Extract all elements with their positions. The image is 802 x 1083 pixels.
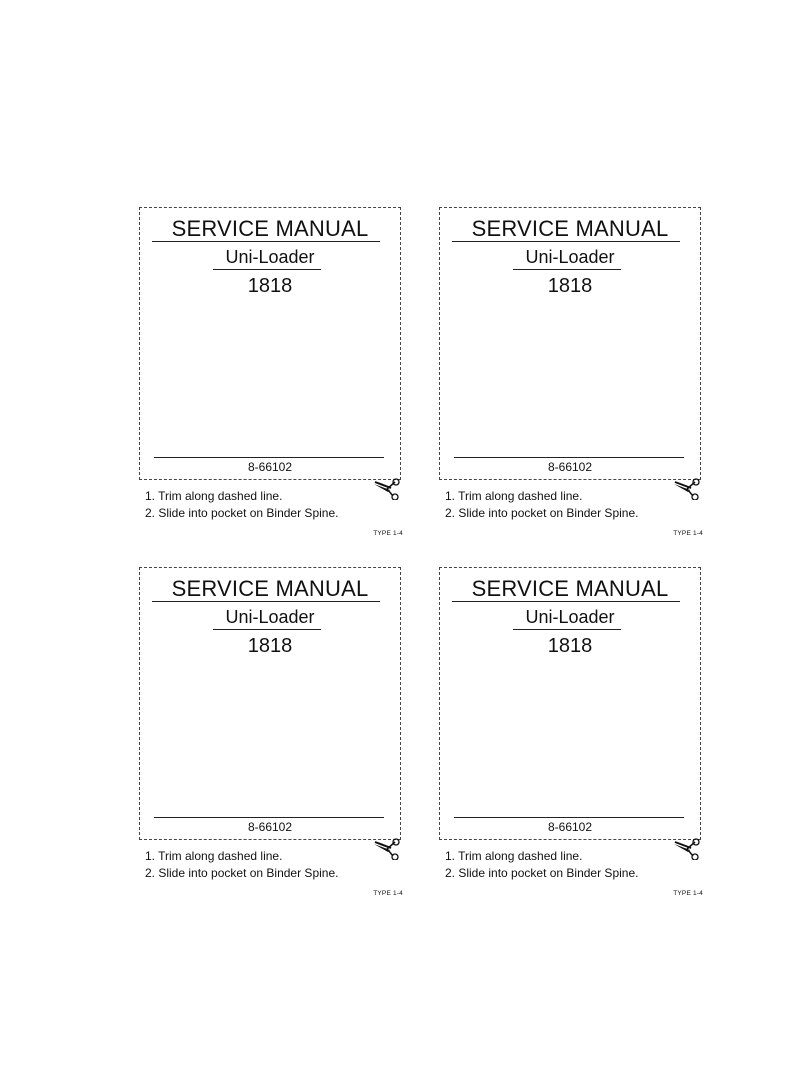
scissors-icon: [673, 838, 701, 860]
instruction-step-1: 1. Trim along dashed line.: [145, 849, 283, 863]
model-number: 1818: [547, 635, 593, 657]
subtitle-rule: [213, 269, 321, 270]
part-number: 8-66102: [547, 460, 593, 474]
type-tag: TYPE 1-4: [373, 530, 403, 537]
scissors-icon: [673, 478, 701, 500]
spine-label-card-3: [139, 567, 403, 907]
scissors-icon: [373, 838, 401, 860]
model-number: 1818: [247, 635, 293, 657]
label-subtitle: Uni-Loader: [525, 607, 615, 627]
label-title: SERVICE MANUAL: [171, 576, 369, 601]
type-tag: TYPE 1-4: [373, 890, 403, 897]
part-number-rule: [154, 817, 384, 818]
label-subtitle: Uni-Loader: [225, 247, 315, 267]
label-subtitle: Uni-Loader: [525, 247, 615, 267]
part-number-rule: [454, 817, 684, 818]
title-rule: [152, 241, 380, 242]
instruction-step-2: 2. Slide into pocket on Binder Spine.: [445, 866, 639, 880]
dashed-trim-box: [439, 567, 701, 840]
dashed-trim-box: [439, 207, 701, 480]
trim-instructions: [145, 848, 338, 882]
part-number-rule: [154, 457, 384, 458]
part-number: 8-66102: [247, 460, 293, 474]
label-title: SERVICE MANUAL: [171, 216, 369, 241]
instruction-step-2: 2. Slide into pocket on Binder Spine.: [145, 506, 339, 520]
part-number: 8-66102: [247, 820, 293, 834]
instruction-step-1: 1. Trim along dashed line.: [445, 489, 583, 503]
instruction-step-1: 1. Trim along dashed line.: [445, 849, 583, 863]
instruction-step-2: 2. Slide into pocket on Binder Spine.: [145, 866, 339, 880]
title-rule: [452, 241, 680, 242]
subtitle-rule: [213, 629, 321, 630]
part-number: 8-66102: [547, 820, 593, 834]
trim-instructions: [145, 488, 338, 522]
instruction-step-2: 2. Slide into pocket on Binder Spine.: [445, 506, 639, 520]
dashed-trim-box: [139, 207, 401, 480]
instruction-step-1: 1. Trim along dashed line.: [145, 489, 283, 503]
title-rule: [452, 601, 680, 602]
label-subtitle: Uni-Loader: [225, 607, 315, 627]
type-tag: TYPE 1-4: [673, 890, 703, 897]
spine-label-card-2: [439, 207, 703, 547]
trim-instructions: [445, 488, 638, 522]
spine-label-card-1: [139, 207, 403, 547]
type-tag: TYPE 1-4: [673, 530, 703, 537]
subtitle-rule: [513, 629, 621, 630]
dashed-trim-box: [139, 567, 401, 840]
trim-instructions: [445, 848, 638, 882]
part-number-rule: [454, 457, 684, 458]
label-title: SERVICE MANUAL: [471, 216, 669, 241]
subtitle-rule: [513, 269, 621, 270]
label-title: SERVICE MANUAL: [471, 576, 669, 601]
model-number: 1818: [247, 275, 293, 297]
scissors-icon: [373, 478, 401, 500]
spine-label-card-4: [439, 567, 703, 907]
model-number: 1818: [547, 275, 593, 297]
title-rule: [152, 601, 380, 602]
